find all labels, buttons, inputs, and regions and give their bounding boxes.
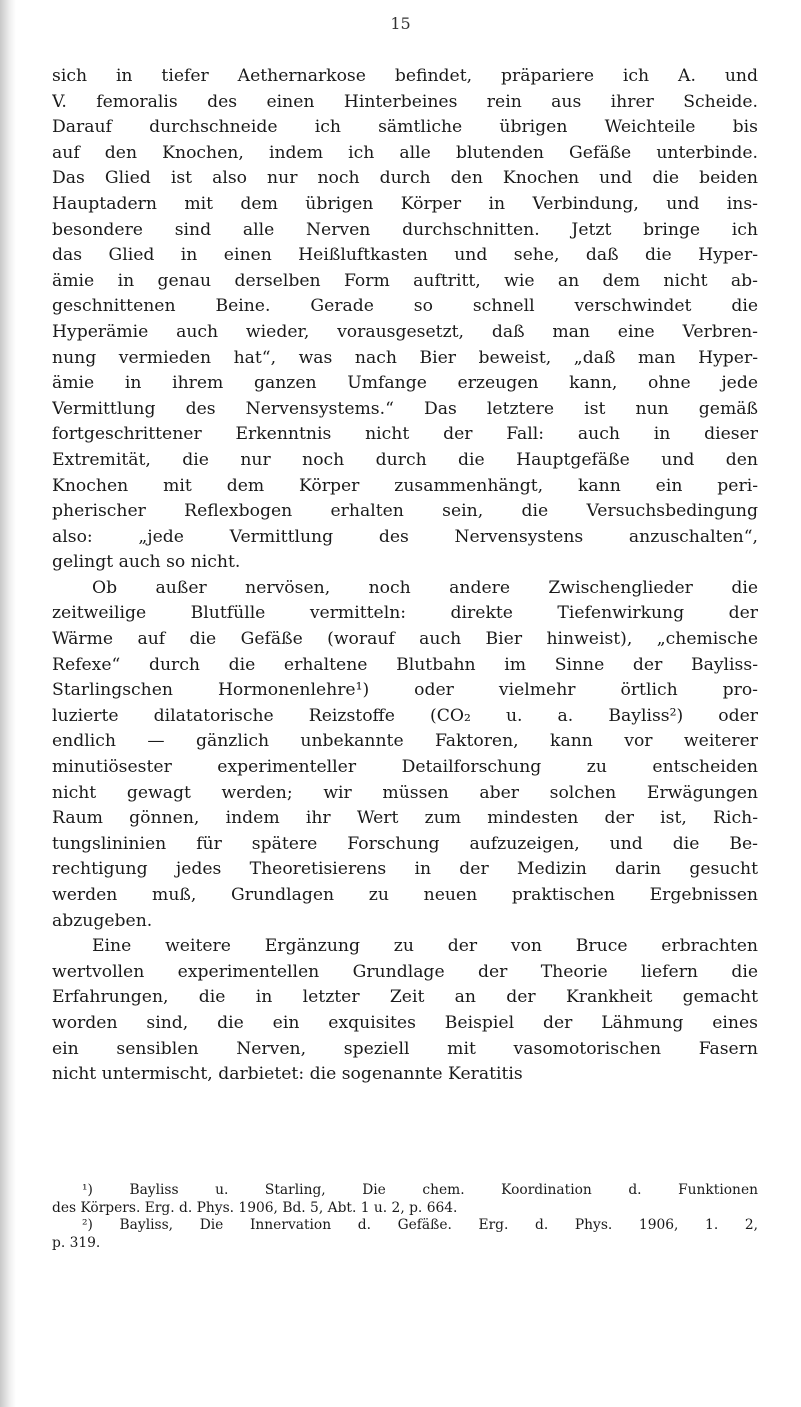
body-line: geschnittenen Beine. Gerade so schnell verschwindet die [52,296,758,317]
body-line: minutiösester experimenteller Detailforschung zu entscheiden [52,757,758,778]
body-line: luzierte dilatatorische Reizstoffe (CO₂ u. a. Bayliss²) oder [52,705,758,726]
body-line: Refexe“ durch die erhaltene Blutbahn im Sinne der Bayliss- [52,654,758,675]
paragraph-end-line: abzugeben. [52,910,153,931]
body-line: ein sensiblen Nerven, speziell mit vasomotorischen Fasern [52,1038,758,1059]
body-line: also: „jede Vermittlung des Nervensystens anzuschalten“, [52,526,758,547]
body-line: zeitweilige Blutfülle vermitteln: direkte Tiefenwirkung der [52,603,758,624]
body-line: das Glied in einen Heißluftkasten und sehe, daß die Hyper- [52,245,758,266]
body-line: ämie in genau derselben Form auftritt, wie an dem nicht ab- [52,270,758,291]
body-line: V. femoralis des einen Hinterbeines rein aus ihrer Scheide. [52,91,758,112]
body-line: Erfahrungen, die in letzter Zeit an der Krankheit gemacht [52,987,758,1008]
body-line: rechtigung jedes Theoretisierens in der Medizin darin gesucht [52,859,758,880]
body-text [52,64,758,1088]
body-line: ämie in ihrem ganzen Umfange erzeugen kann, ohne jede [52,373,758,394]
page-number: 15 [390,14,411,33]
body-line: nicht gewagt werden; wir müssen aber solchen Erwägungen [52,782,758,803]
body-line: fortgeschrittener Erkenntnis nicht der Fall: auch in dieser [52,424,758,445]
paragraph-end-line: gelingt auch so nicht. [52,552,241,573]
footnote-line: ²) Bayliss, Die Innervation d. Gefäße. Erg. d. Phys. 1906, 1. 2, [82,1217,758,1234]
paragraph-start-line: Eine weitere Ergänzung zu der von Bruce erbrachten [92,936,758,957]
body-line: Hauptadern mit dem übrigen Körper in Verbindung, und ins- [52,193,758,214]
body-line: auf den Knochen, indem ich alle blutenden Gefäße unterbinde. [52,142,758,163]
body-line: nung vermieden hat“, was nach Bier beweist, „daß man Hyper- [52,347,758,368]
body-line: tungslininien für spätere Forschung aufzuzeigen, und die Be- [52,833,758,854]
body-line: Extremität, die nur noch durch die Hauptgefäße und den [52,449,758,470]
body-line: Vermittlung des Nervensystems.“ Das letztere ist nun gemäß [52,398,758,419]
body-line: endlich — gänzlich unbekannte Faktoren, kann vor weiterer [52,731,758,752]
body-line: wertvollen experimentellen Grundlage der Theorie liefern die [52,961,758,982]
body-line: pherischer Reflexbogen erhalten sein, die Versuchsbedingung [52,501,758,522]
body-line: nicht untermischt, darbietet: die sogenannte Keratitis [52,1064,523,1085]
body-line: worden sind, die ein exquisites Beispiel der Lähmung eines [52,1012,758,1033]
body-line: Wärme auf die Gefäße (worauf auch Bier hinweist), „chemische [52,629,758,650]
footnotes [52,1182,758,1252]
footnote-line: des Körpers. Erg. d. Phys. 1906, Bd. 5, Abt. 1 u. 2, p. 664. [52,1199,458,1216]
body-line: Darauf durchschneide ich sämtliche übrigen Weichteile bis [52,117,758,138]
body-line: werden muß, Grundlagen zu neuen praktischen Ergebnissen [52,885,758,905]
body-line: Hyperämie auch wieder, vorausgesetzt, daß man eine Verbren- [52,321,758,342]
footnote-line: ¹) Bayliss u. Starling, Die chem. Koordination d. Funktionen [82,1182,758,1198]
body-line: Das Glied ist also nur noch durch den Knochen und die beiden [52,168,758,189]
paragraph-start-line: Ob außer nervösen, noch andere Zwischenglieder die [92,577,758,598]
body-line: Raum gönnen, indem ihr Wert zum mindesten der ist, Rich- [52,808,758,829]
body-line: Knochen mit dem Körper zusammenhängt, kann ein peri- [52,475,758,496]
footnote-line: p. 319. [52,1234,101,1251]
body-line: Starlingschen Hormonenlehre¹) oder vielmehr örtlich pro- [52,680,758,701]
body-line: sich in tiefer Aethernarkose befindet, präpariere ich A. und [52,66,758,86]
page-edge-shadow [0,0,16,1407]
body-line: besondere sind alle Nerven durchschnitten. Jetzt bringe ich [52,219,758,240]
